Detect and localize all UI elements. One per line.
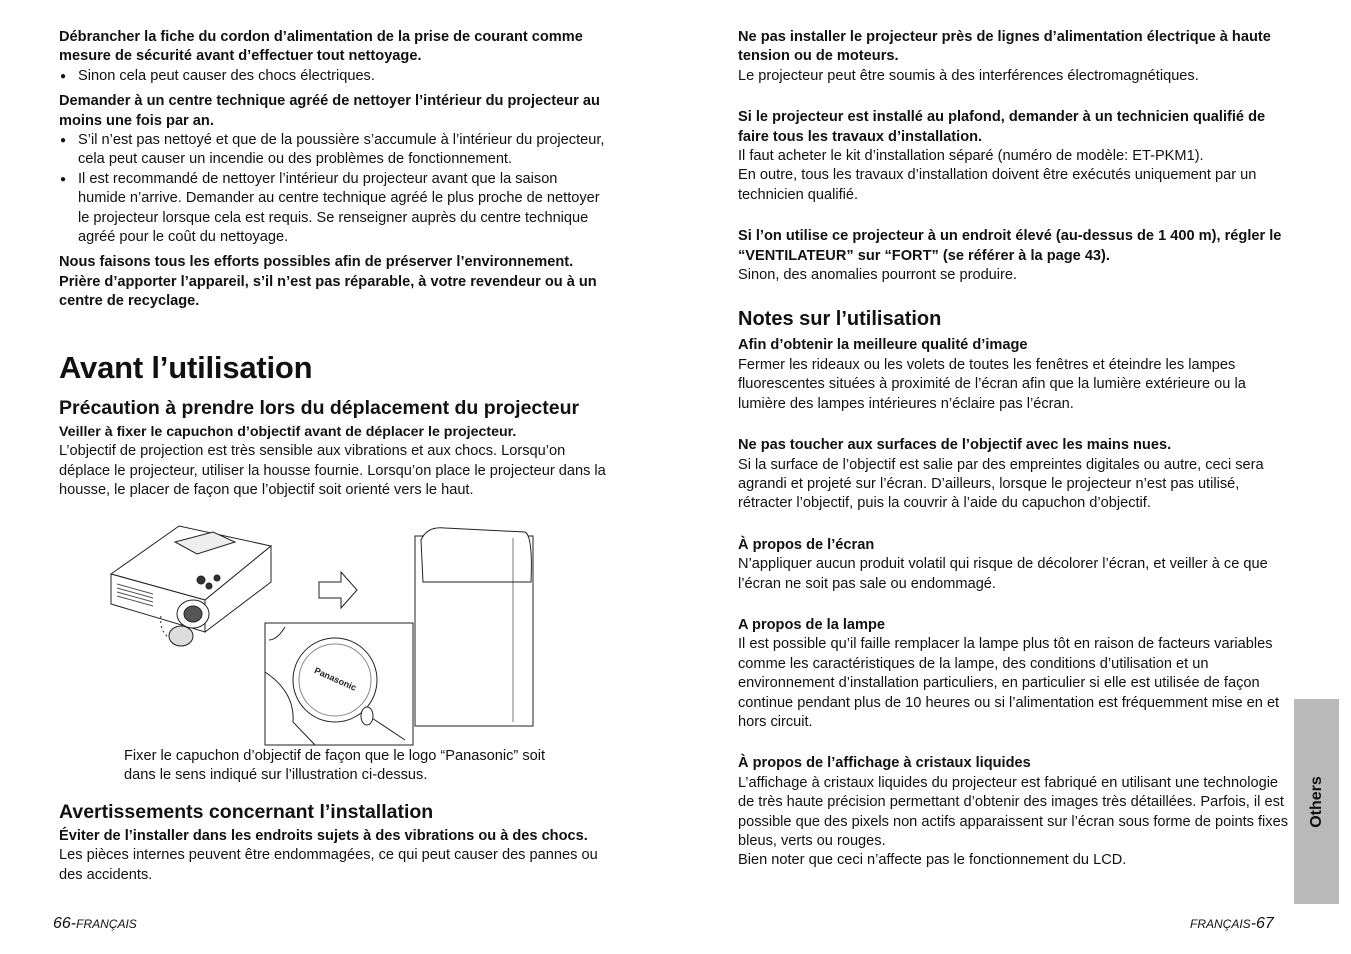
note-screen-text: N’appliquer aucun produit volatil qui risque de décolorer l’écran, et veiller à ce que l’écran ne soit pas sale ou endommagé.: [738, 556, 1268, 592]
power-lines-warning-bold: Ne pas installer le projecteur près de lignes d’alimentation électrique à haute tension ou de moteurs.: [738, 29, 1271, 65]
note-image-quality-text: Fermer les rideaux ou les volets de toutes les fenêtres et éteindre les lampes fluorescentes situées à proximité de l’écran afin que la lumière extérieure ou la lumière des lampes intérieures n’éclaire pas l’écran.: [738, 356, 1246, 412]
right-column: [738, 28, 1290, 871]
carrying-bag-drawing: [415, 528, 533, 726]
left-column: [59, 28, 609, 500]
note-screen-title: À propos de l’écran: [738, 536, 875, 553]
page-number-right: [1190, 915, 1274, 933]
list-item: ● S’il n’est pas nettoyé et que de la poussière s’accumule à l’intérieur du projecteur, cela peut causer un incendie ou des problèmes de fonctionnement.: [59, 131, 609, 170]
interior-cleaning-bullets: [59, 131, 609, 247]
installation-warning-bold: Éviter de l’installer dans les endroits sujets à des vibrations ou à des chocs.: [59, 828, 588, 844]
projector-illustration: [105, 522, 545, 748]
arrow-right-icon: [319, 572, 357, 608]
page-number: 66-: [53, 915, 77, 932]
cleaning-warning-bullets: [59, 67, 609, 86]
note-lamp-title: A propos de la lampe: [738, 616, 886, 633]
ceiling-warning-bold: Si le projecteur est installé au plafond, demander à un technicien qualifié de faire tous les travaux d’installation.: [738, 109, 1266, 145]
note-lcd-text-1: L’affichage à cristaux liquides du projecteur est fabriqué en utilisant une technologie de très haute précision permettant d’obtenir des images très détaillées. Parfois, il est possible que des pixels non actifs apparaissent sur l’écran sous forme de points fixes bleus, verts ou rouges.: [738, 774, 1288, 849]
ceiling-warning-text-1: Il faut acheter le kit d’installation séparé (numéro de modèle: ET-PKM1).: [738, 148, 1204, 165]
section-heading-moving: Précaution à prendre lors du déplacement du projecteur: [59, 396, 580, 419]
note-image-quality-title: Afin d’obtenir la meilleure qualité d’image: [738, 337, 1028, 354]
section-heading-installation: Avertissements concernant l’installation: [59, 801, 434, 823]
note-lens-title: Ne pas toucher aux surfaces de l’objectif avec les mains nues.: [738, 437, 1172, 454]
panasonic-logo: Panasonic: [312, 665, 359, 693]
section-heading-notes: Notes sur l’utilisation: [738, 308, 942, 331]
note-lens-text: Si la surface de l’objectif est salie par des empreintes digitales ou autre, ceci sera agrandi et projeté sur l’écran. D’ailleurs, lorsque le projecteur n’est pas utilisé, rétracter l’objectif, puis la couvrir à l’aide du capuchon d’objectif.: [738, 456, 1264, 512]
environment-note: Nous faisons tous les efforts possibles afin de préserver l’environnement. Prière d’apporter l’appareil, s’il n’est pas réparable, à votre revendeur ou à un centre de recyclage.: [59, 254, 597, 310]
note-lamp-text: Il est possible qu’il faille remplacer la lampe plus tôt en raison de facteurs variables comme les caractéristiques de la lampe, des conditions d’utilisation et un environnement d’installation particuliers, en particulier si elle est utilisée de façon continue pendant plus de 10 heures ou si l’alimentation est fréquemment mise en et hors circuit.: [738, 636, 1280, 730]
page-number: -67: [1250, 915, 1274, 932]
caption-text: Fixer le capuchon d’objectif de façon que le logo “Panasonic” soit dans le sens indiqué sur l’illustration ci-dessus.: [124, 748, 546, 784]
projector-drawing: [111, 526, 271, 646]
interior-cleaning-title: Demander à un centre technique agréé de nettoyer l’intérieur du projecteur au moins une fois par an.: [59, 93, 600, 129]
cleaning-warning-title: Débrancher la fiche du cordon d’alimentation de la prise de courant comme mesure de sécurité avant d’effectuer tout nettoyage.: [59, 29, 583, 65]
figure-caption: [124, 747, 574, 786]
altitude-warning-text: Sinon, des anomalies pourront se produire.: [738, 267, 1018, 284]
page-language: FRANÇAIS: [76, 917, 137, 931]
list-item: ● Sinon cela peut causer des chocs électriques.: [59, 67, 609, 86]
note-lcd-text-2: Bien noter que ceci n’affecte pas le fonctionnement du LCD.: [738, 852, 1127, 869]
installation-warning-text: Les pièces internes peuvent être endommagées, ce qui peut causer des pannes ou des accidents.: [59, 847, 598, 883]
power-lines-warning-text: Le projecteur peut être soumis à des interférences électromagnétiques.: [738, 67, 1199, 84]
moving-warning-text: L’objectif de projection est très sensible aux vibrations et aux chocs. Lorsqu’on déplace le projecteur, utiliser la housse fournie. Lorsqu’on place le projecteur dans la housse, le placer de façon que l’objectif soit orienté vers le haut.: [59, 443, 606, 498]
ceiling-warning-text-2: En outre, tous les travaux d’installation doivent être exécutés uniquement par un technicien qualifié.: [738, 167, 1257, 203]
moving-warning-bold: Veiller à fixer le capuchon d’objectif avant de déplacer le projecteur.: [59, 423, 517, 440]
side-tab-label: Others: [1307, 775, 1325, 828]
list-item: ● Il est recommandé de nettoyer l’intérieur du projecteur avant que la saison humide n’arrive. Demander au centre technique agréé le plus proche de nettoyer le projecteur lorsque cela est requis. Se renseigner auprès du centre technique agréé pour le coût du nettoyage.: [59, 170, 609, 248]
side-tab-others: [1294, 699, 1339, 904]
page-language: FRANÇAIS: [1190, 917, 1251, 931]
altitude-warning-bold: Si l’on utilise ce projecteur à un endroit élevé (au-dessus de 1 400 m), régler le “VENTILATEUR” sur “FORT” (se référer à la page 43).: [738, 228, 1282, 264]
note-lcd-title: À propos de l’affichage à cristaux liquides: [738, 755, 1031, 772]
installation-section: [59, 800, 609, 885]
page-title: Avant l’utilisation: [59, 349, 313, 385]
page-number-left: [53, 915, 137, 933]
lens-cap-detail: [265, 623, 413, 745]
